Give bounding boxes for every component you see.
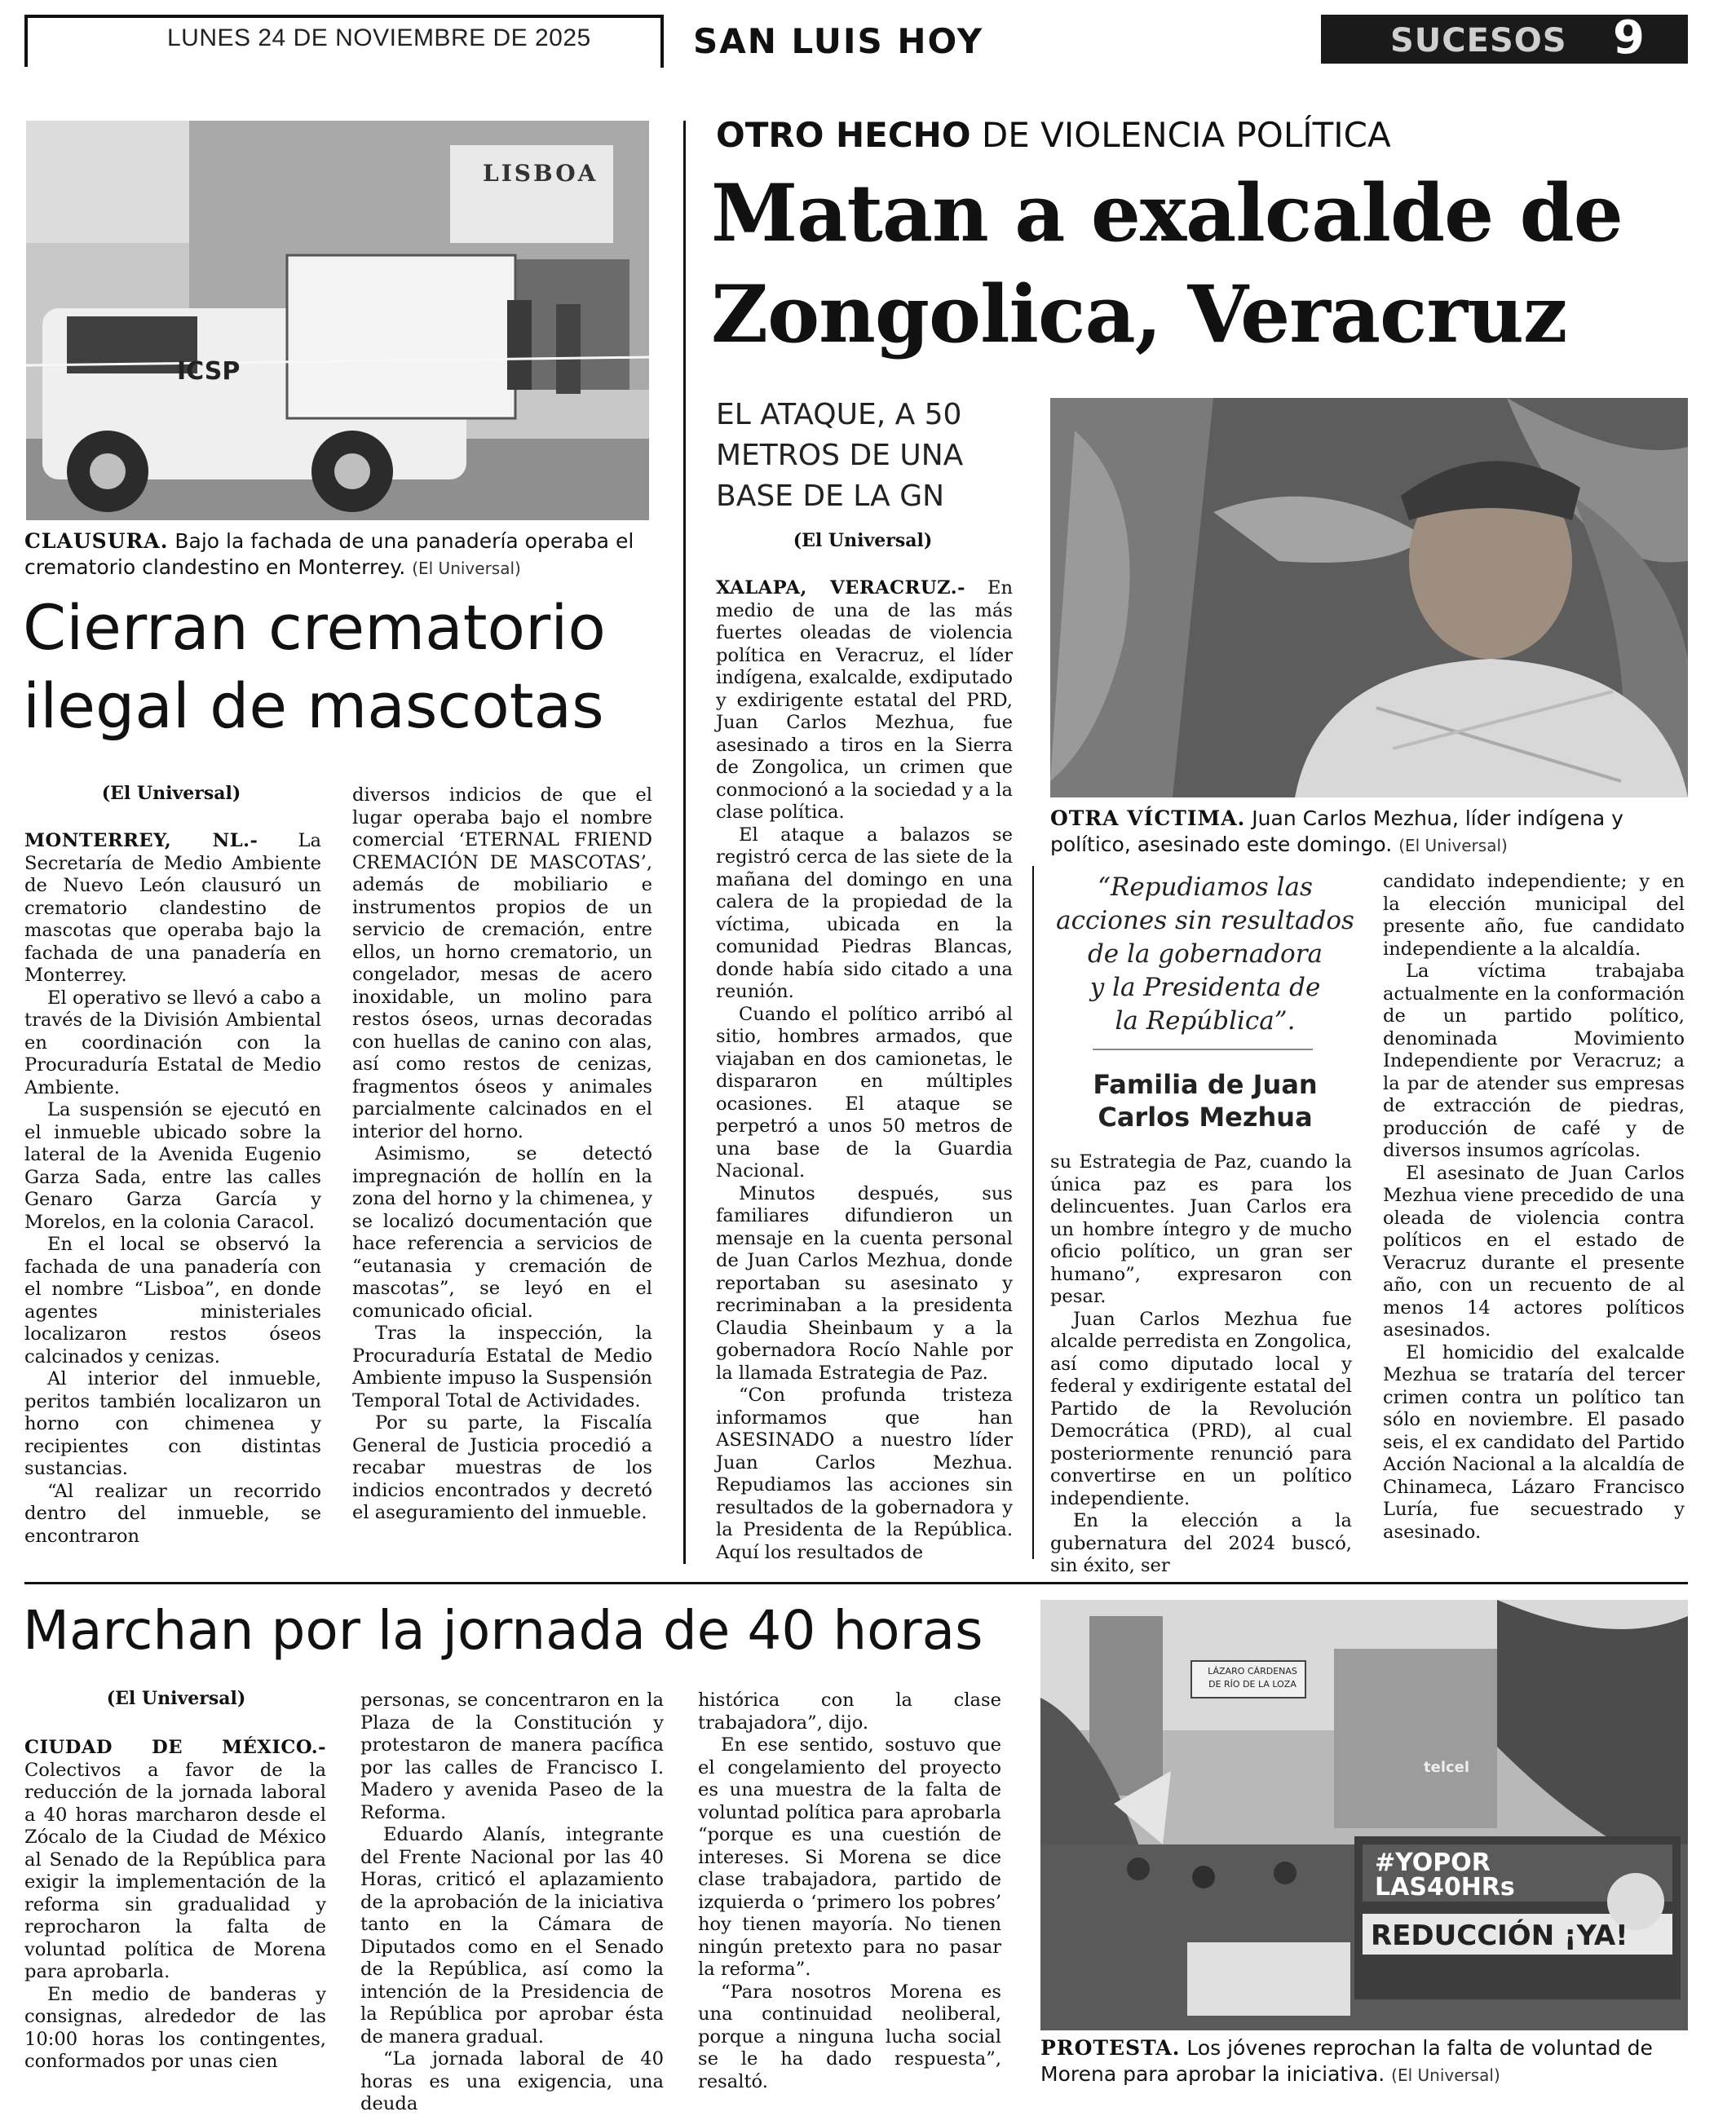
caption-text: Juan Carlos Mezhua, líder indígena y político, asesinado este domingo. bbox=[1050, 806, 1623, 856]
quote-rule bbox=[1093, 1049, 1313, 1050]
caption-lead: CLAUSURA. bbox=[24, 529, 169, 553]
caption-credit: (El Universal) bbox=[1391, 2065, 1500, 2085]
article-paragraph: Cuando el político arribó al sitio, hombres armados, que viajaban en dos camionetas, le dispararon en múltiples ocasiones. El ataque se perpetró a unos 50 metros de una base de la Guardia Nacional. bbox=[716, 1003, 1013, 1182]
jornada-byline: (El Universal) bbox=[106, 1688, 246, 1709]
article-paragraph: En la elección a la gubernatura del 2024 buscó, sin éxito, ser bbox=[1050, 1510, 1352, 1576]
zongolica-column-2 bbox=[1050, 1151, 1352, 1578]
crematorio-photo bbox=[26, 121, 649, 520]
headline-line-2: ilegal de mascotas bbox=[23, 669, 604, 742]
article-paragraph: CIUDAD DE MÉXICO.- Colectivos a favor de la reducción de la jornada laboral a 40 horas marcharon desde el Zócalo de la Ciudad de México al Senado de la República para exigir la implementación de la reforma sin gradualidad y reprocharon la falta de voluntad política de Morena para aprobarla. bbox=[24, 1737, 326, 1982]
banner-hashtag: #YOPOR LAS40HRs bbox=[1375, 1849, 1515, 1902]
article-paragraph: “La jornada laboral de 40 horas es una exigencia, una deuda bbox=[360, 2048, 664, 2114]
crematorio-byline: (El Universal) bbox=[101, 783, 241, 804]
kicker-rest: DE VIOLENCIA POLÍTICA bbox=[981, 115, 1391, 155]
newspaper-brand: SAN LUIS HOY bbox=[693, 21, 984, 61]
article-paragraph: histórica con la clase trabajadora”, dijo. bbox=[698, 1690, 1001, 1734]
crematorio-headline bbox=[23, 589, 659, 745]
caption-text: Bajo la fachada de una panadería operaba el crematorio clandestino en Monterrey. bbox=[24, 529, 634, 579]
article-paragraph: El ataque a balazos se registró cerca de las siete de la mañana del domingo en una calera de la propiedad de la víctima, ubicada en la comunidad Piedras Blancas, donde había sido citado a una reunión. bbox=[716, 824, 1013, 1002]
article-paragraph: diversos indicios de que el lugar operaba bajo el nombre comercial ‘ETERNAL FRIEND CREMACIÓN DE MASCOTAS’, además de mobiliario e instrumentos propios de un servicio de cremación, entre ellos, un horno crematorio, un congelador, mesas de acero inoxidable, un molino para restos óseos, urnas decoradas con huellas de canino con alas, así como restos de cenizas, fragmentos óseos y animales parcialmente calcinados en el interior del horno. bbox=[352, 784, 652, 1142]
dateline: XALAPA, VERACRUZ.- bbox=[716, 577, 965, 599]
photo-vehicle-label: ICSP bbox=[177, 357, 241, 386]
article-paragraph: su Estrategia de Paz, cuando la única paz es para los delincuentes. Juan Carlos era un hombre íntegro y de mucho oficio político, un gran ser humano”, expresaron con pesar. bbox=[1050, 1151, 1352, 1307]
caption-lead: PROTESTA. bbox=[1040, 2036, 1181, 2060]
article-paragraph: “Para nosotros Morena es una continuidad neoliberal, porque a ninguna lucha social se le ha dado respuesta”, resaltó. bbox=[698, 1981, 1001, 2092]
article-paragraph: Al interior del inmueble, peritos también localizaron un horno con chimenea y recipientes con distintas sustancias. bbox=[24, 1368, 321, 1479]
caption-credit: (El Universal) bbox=[412, 559, 521, 578]
zongolica-subhead: EL ATAQUE, A 50 METROS DE UNA BASE DE LA GN bbox=[716, 398, 964, 513]
article-paragraph: Eduardo Alanís, integrante del Frente Nacional por las 40 Horas, criticó el aplazamiento de la aprobación de la iniciativa tanto en la Cámara de Diputados como en el Senado de la República, así como la intención de la Presidencia de la República por aprobar ésta de manera gradual. bbox=[360, 1824, 664, 2048]
jornada-column-2 bbox=[360, 1690, 664, 2116]
article-paragraph: En ese sentido, sostuvo que el congelamiento del proyecto es una muestra de la falta de voluntad política para aprobarla “porque es una cuestión de intereses. Si Morena se dice clase trabajadora, partido de izquierda o ‘primero los pobres’ hoy tienen mayoría. No tienen ningún pretexto para no pasar la reforma”. bbox=[698, 1734, 1001, 1980]
masthead-divider bbox=[660, 15, 664, 68]
zongolica-headline bbox=[711, 163, 1690, 365]
protest-caption bbox=[1040, 2035, 1693, 2088]
caption-text: Los jóvenes reprochan la falta de voluntad de Morena para aprobar la iniciativa. bbox=[1040, 2036, 1653, 2086]
column-divider bbox=[683, 121, 686, 1564]
article-paragraph: Asimismo, se detectó impregnación de hollín en la zona del horno y la chimenea, y se localizó documentación que hace referencia a servicios de “eutanasia y cremación de mascotas”, se leyó en el comunicado oficial. bbox=[352, 1143, 652, 1322]
article-paragraph: En el local se observó la fachada de una panadería con el nombre “Lisboa”, en donde agentes ministeriales localizaron restos óseos calcinados y cenizas. bbox=[24, 1234, 321, 1367]
article-paragraph: El operativo se llevó a cabo a través de la División Ambiental en coordinación con la Procuraduría Estatal de Medio Ambiente. bbox=[24, 987, 321, 1098]
headline-line-1: Matan a exalcalde de bbox=[711, 167, 1623, 259]
article-paragraph: personas, se concentraron en la Plaza de la Constitución y protestaron de manera pacífica por las calles de Francisco I. Madero y avenida Paseo de la Reforma. bbox=[360, 1690, 664, 1823]
headline-line-1: Cierran crematorio bbox=[23, 591, 606, 664]
dateline: MONTERREY, NL.- bbox=[24, 830, 258, 851]
kicker-bold: OTRO HECHO bbox=[716, 115, 971, 155]
article-paragraph: El asesinato de Juan Carlos Mezhua viene precedido de una oleada de violencia contra políticos en el estado de Veracruz durante el presente año, con un recuento de al menos 14 actores políticos asesinados. bbox=[1383, 1162, 1685, 1341]
mezhua-photo-caption bbox=[1050, 806, 1694, 859]
photo-sign-lisboa: LISBOA bbox=[483, 160, 599, 187]
article-paragraph: candidato independiente; y en la elección municipal del presente año, fue candidato independiente a la alcaldía. bbox=[1383, 871, 1685, 960]
article-paragraph: La suspensión se ejecutó en el inmueble ubicado sobre la lateral de la Avenida Eugenio Garza Sada, entre las calles Genaro Garza García y Morelos, en la colonia Caracol. bbox=[24, 1099, 321, 1233]
quote-author: Familia de Juan Carlos Mezhua bbox=[1093, 1069, 1318, 1133]
crematorio-column-2 bbox=[352, 784, 652, 1525]
article-paragraph: Minutos después, sus familiares difundieron un mensaje en la cuenta personal de Juan Carlos Mezhua, donde reportaban su asesinato y recriminaban a la presidenta Claudia Sheinbaum y a la gobernadora Rocío Nahle por la llamada Estrategia de Paz. bbox=[716, 1182, 1013, 1384]
article-paragraph: La víctima trabajaba actualmente en la conformación de un partido político, denominada Movimiento Independiente por Veracruz; a la par de atender sus empresas de extracción de piedras, producción de café y de diversos insumos agrícolas. bbox=[1383, 961, 1685, 1161]
article-paragraph: Por su parte, la Fiscalía General de Justicia procedió a recabar muestras de los indicios encontrados y decretó el aseguramiento del inmueble. bbox=[352, 1412, 652, 1523]
caption-lead: OTRA VÍCTIMA. bbox=[1050, 806, 1246, 830]
issue-date: LUNES 24 DE NOVIEMBRE DE 2025 bbox=[167, 24, 591, 51]
article-paragraph: Tras la inspección, la Procuraduría Estatal de Medio Ambiente impuso la Suspensión Temporal Total de Actividades. bbox=[352, 1323, 652, 1411]
zongolica-byline: (El Universal) bbox=[793, 530, 933, 551]
dateline: CIUDAD DE MÉXICO.- bbox=[24, 1737, 326, 1758]
crematorio-column-1 bbox=[24, 830, 321, 1548]
page-number: 9 bbox=[1613, 11, 1645, 64]
pull-quote: “Repudiamos las acciones sin resultados de la gobernadora y la Presidenta de la República”. bbox=[1056, 872, 1354, 1036]
zongolica-column-1 bbox=[716, 577, 1013, 1564]
column-divider bbox=[1032, 866, 1034, 1559]
store-sign: telcel bbox=[1424, 1759, 1470, 1776]
headline-line-2: Zongolica, Veracruz bbox=[711, 268, 1567, 360]
article-paragraph: Juan Carlos Mezhua fue alcalde perredista en Zongolica, así como diputado local y federal y exdirigente estatal del Partido de la Revolución Democrática (PRD), al cual posteriormente renunció para convertirse en un político independiente. bbox=[1050, 1308, 1352, 1509]
caption-credit: (El Universal) bbox=[1398, 836, 1508, 855]
article-paragraph: “Con profunda tristeza informamos que han ASESINADO a nuestro líder Juan Carlos Mezhua. Repudiamos las acciones sin resultados de la gobernadora y la Presidenta de la República. Aquí los resultados de bbox=[716, 1385, 1013, 1563]
article-paragraph: “Al realizar un recorrido dentro del inmueble, se encontraron bbox=[24, 1480, 321, 1547]
article-paragraph: En medio de banderas y consignas, alrededor de las 10:00 horas los contingentes, conformados por unas cien bbox=[24, 1983, 326, 2072]
banner-reduccion: REDUCCIÓN ¡YA! bbox=[1371, 1919, 1628, 1952]
jornada-headline: Marchan por la jornada de 40 horas bbox=[23, 1599, 983, 1662]
section-name: SUCESOS bbox=[1390, 22, 1567, 60]
article-paragraph: MONTERREY, NL.- La Secretaría de Medio Ambiente de Nuevo León clausuró un crematorio clandestino de mascotas que operaba bajo la fachada de una panadería en Monterrey. bbox=[24, 830, 321, 986]
jornada-column-1 bbox=[24, 1737, 326, 2074]
article-paragraph: XALAPA, VERACRUZ.- En medio de una de las más fuertes oleadas de violencia política en Veracruz, el líder indígena, exalcalde, exdiputado y exdirigente estatal del PRD, Juan Carlos Mezhua, fue asesinado a tiros en la Sierra de Zongolica, un crimen que conmocionó a la sociedad y a la clase política. bbox=[716, 577, 1013, 823]
protest-photo bbox=[1040, 1600, 1688, 2030]
article-paragraph: El homicidio del exalcalde Mezhua se trataría del tercer crimen contra un político tan sólo en noviembre. El pasado seis, el ex candidato del Partido Acción Nacional a la alcaldía de Chinameca, Lázaro Francisco Luría, fue secuestrado y asesinado. bbox=[1383, 1341, 1685, 1543]
zongolica-kicker bbox=[716, 114, 1391, 157]
crematorio-caption bbox=[24, 528, 652, 581]
zongolica-column-3 bbox=[1383, 871, 1685, 1544]
section-divider bbox=[24, 1582, 1688, 1584]
street-sign: LÁZARO CÁRDENAS DE RÍO DE LA LOZA bbox=[1208, 1666, 1297, 1690]
jornada-column-3 bbox=[698, 1690, 1001, 2093]
mezhua-photo bbox=[1050, 398, 1688, 797]
